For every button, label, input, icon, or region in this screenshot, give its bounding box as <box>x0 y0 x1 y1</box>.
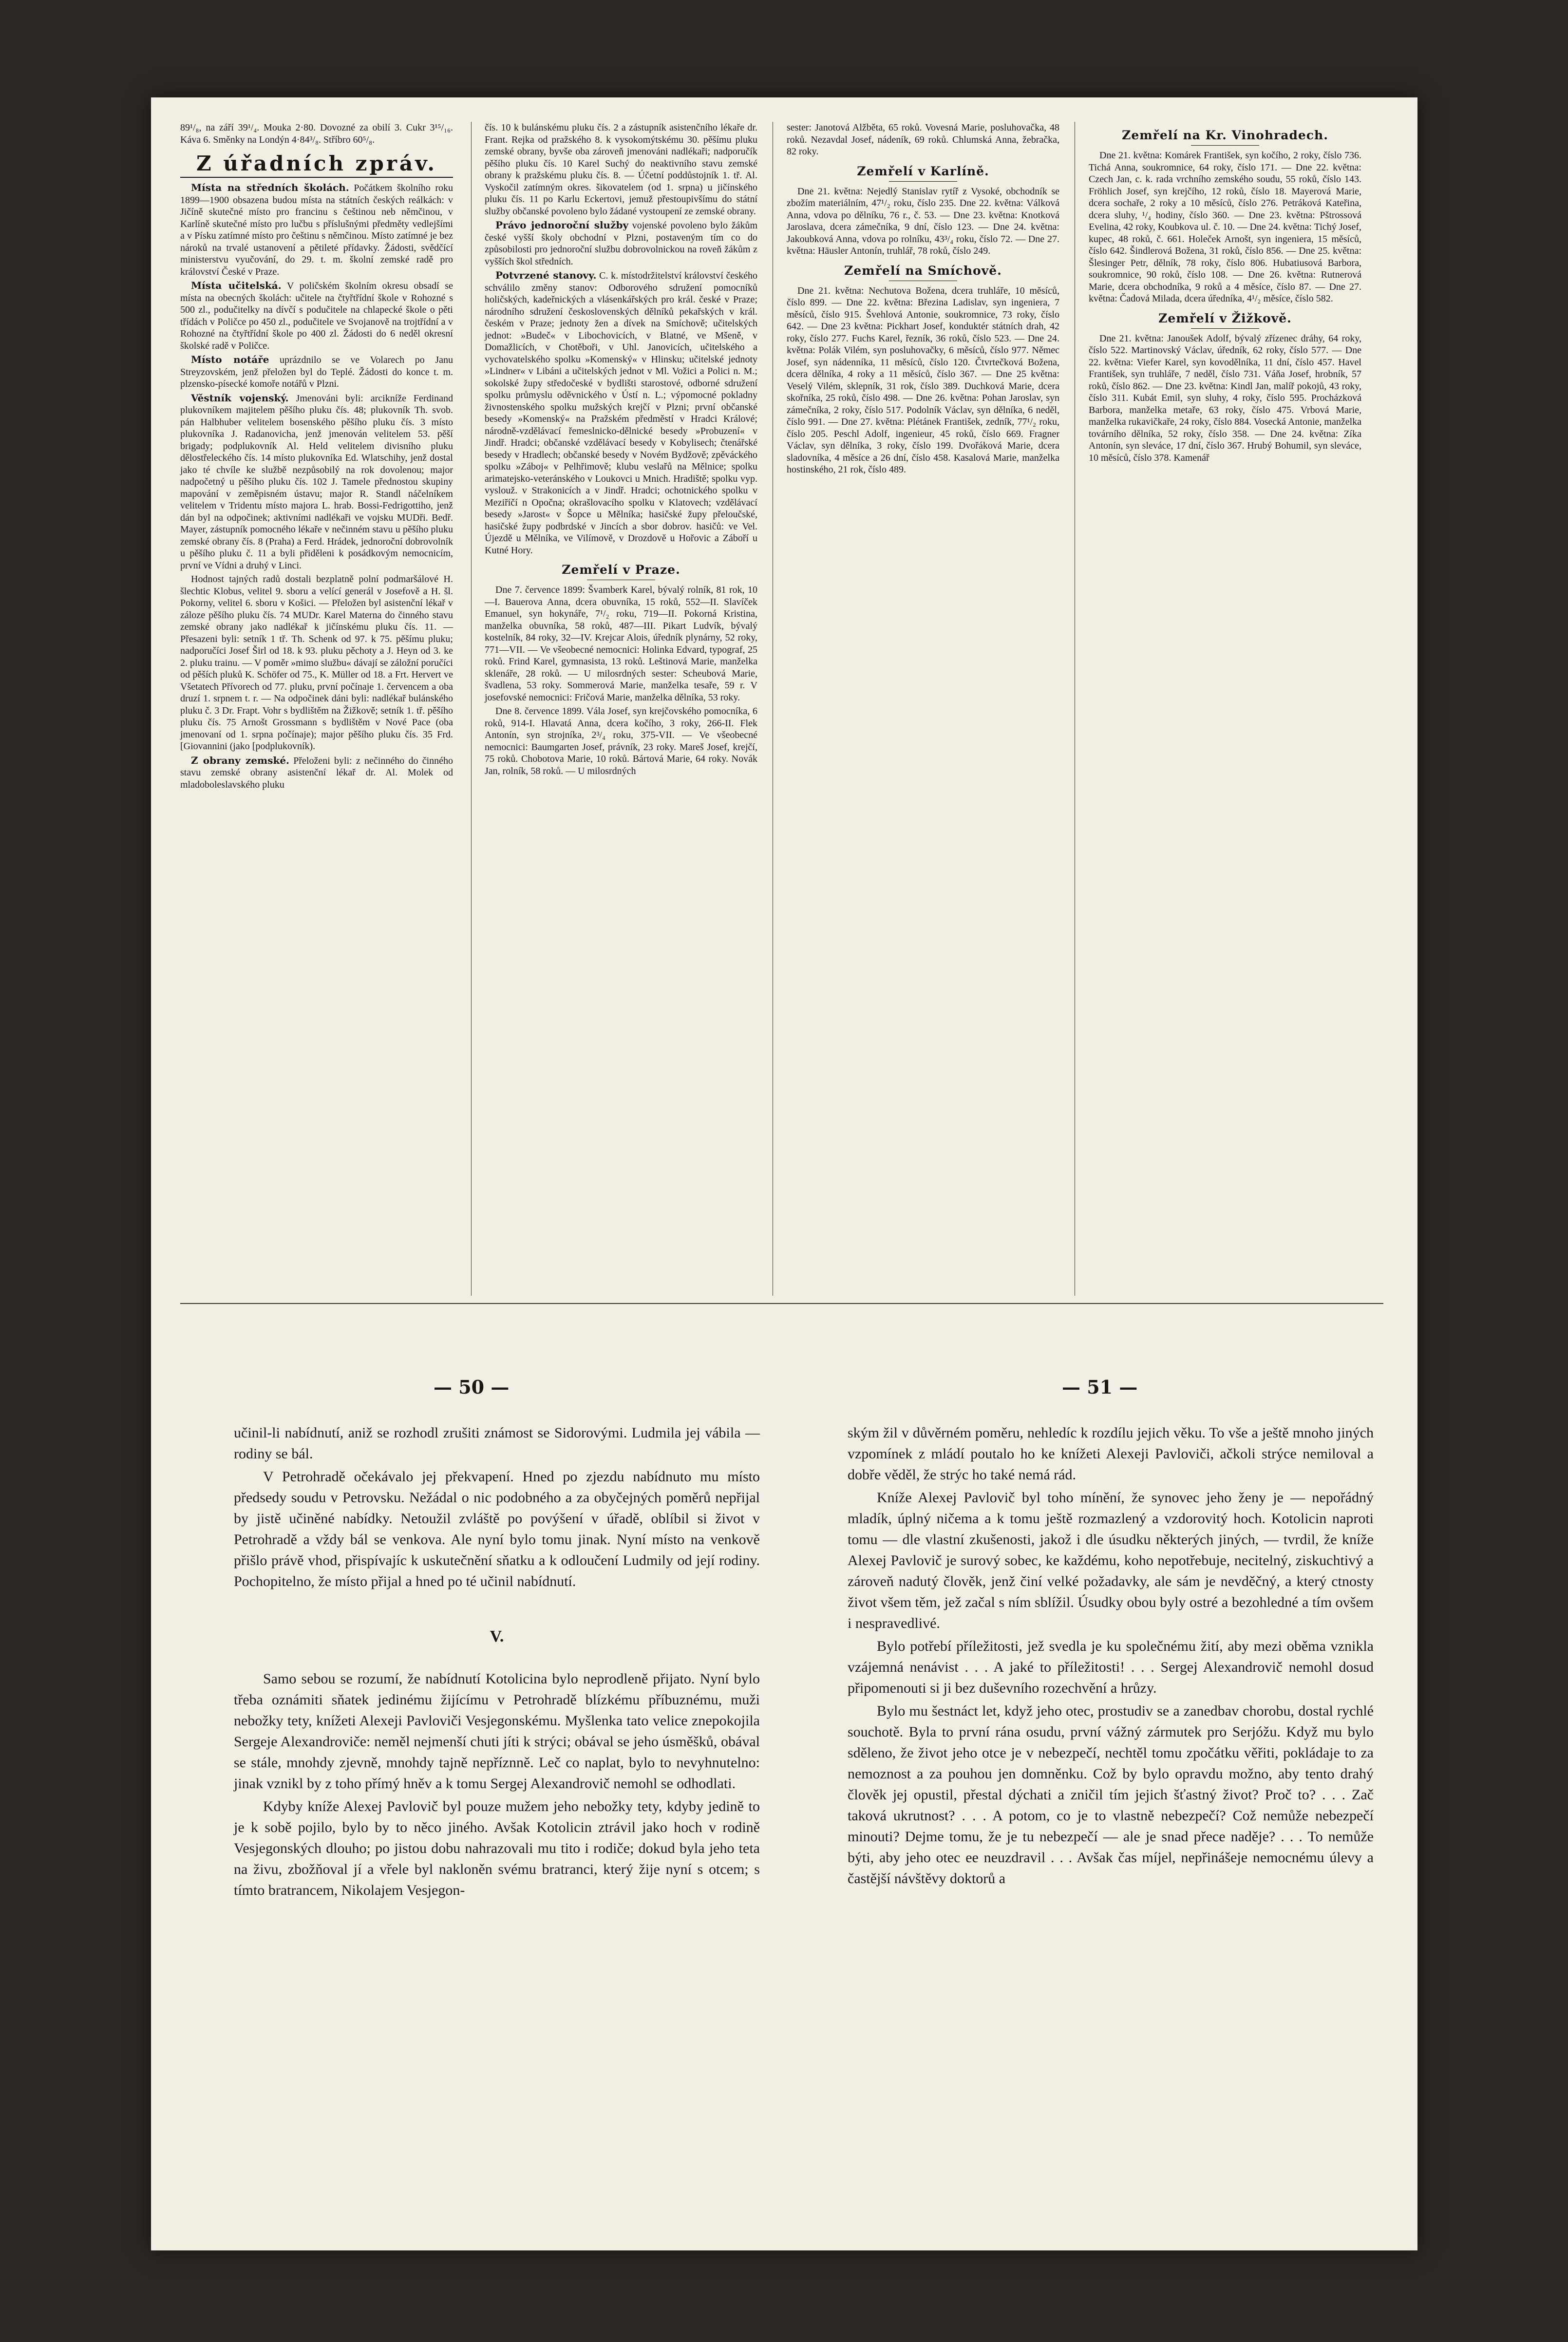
paragraph <box>485 219 757 267</box>
paragraph <box>485 269 757 556</box>
paragraph: Dne 8. července 1899. Vála Josef, syn krejčovského pomocníka, 6 roků, 914-I. Hlavatá Anna, dcera kočího, 3 roky, 266-II. Flek Antonín, syn strojníka, 2³/₄ roku, 375-VII. — Ve všeobecné nemocnici: Baumgarten Josef, právník, 23 roky. Mareš Josef, krejčí, 75 roků. Chobotova Marie, 10 roků. Bártová Marie, 64 roky. Novák Jan, rolník, 58 roků. — U milosrdných <box>485 706 757 776</box>
deaths-heading: Zemřelí v Praze. <box>485 562 757 580</box>
paragraph: Kdyby kníže Alexej Pavlovič byl pouze mužem jeho nebožky tety, kdyby jedině to je k sobě pojilo, bylo by to něco jiného. Avšak Kotolicin ztrávil jako hoch v rodině Vesjegonských dlouho; po jistou dobu nahrazovali mu tito i rodiče; dokud byla jeho teta na živu, zbožňoval jí a vřele byl nakloněn svému bratranci, který žije nyní s otcem; s tímto bratrancem, Nikolajem Vesjegon- <box>234 1798 760 1898</box>
paragraph-heading: Místa na středních školách. <box>191 182 349 193</box>
paragraph <box>180 280 453 352</box>
novel-right-column <box>848 1422 1374 1891</box>
column-divider <box>471 122 472 1296</box>
paragraph-body: Jmenováni byli: arcikníže Ferdinand plukovníkem majitelem pěšího pluku čís. 48; plukovník Th. svob. pán Halbhuber velitelem bosenského pěšího pluku čís. 3 místo plukovníka J. Radanovicha, jenž jmenován velitelem 53. pěší brigady; podplukovník Al. Held velitelem divisního pluku dělostřeleckého čís. 14 místo plukovníka Ed. Wlatschihy, jenž dostal jako té chvíle ke službě nezpůsobilý na rok dovolenou; major nadpočetný u pěšího pluku čís. 102 J. Tamele přednostou skupiny mapování v zeměpisném ústavu; major R. Standl náčelníkem velitelem v Tridentu místo majora L. hrab. Bossi-Fedrigottiho, jenž dán byl na odpočinek; aktivními nadlékaři ve vojsku MUDři. Bedř. Mayer, zástupník pomocného lékaře v nečinném stavu u pěšího pluku zemské obrany čís. 8 (Praha) a Ferd. Hrádek, jednoroční dobrovolník u pěšího pluku č. 11 a byli přiděleni k posádkovým nemocnicím, první ve Vídni a druhý v Linci. <box>180 393 453 571</box>
novel-left-column <box>234 1422 760 1903</box>
paragraph-body: C. k. místodržitelství království českého schválilo změny stanov: Odborového sdružení pomocníků holičských, kadeřnických a vlásenkářských pro král. české v Praze; národního sdružení československých dělníků pekařských v král. českém v Praze; jednoty žen a dívek na Smíchově; učitelských jednot: »Budeč« v Libochovicích, v Blatné, ve Mšeně, v Domažlicích, v Chotěboři, v Uhl. Janovicích, učitelského a vychovatelského spolku »Komenský« v Hlinsku; učitelské jednoty »Lindner« v Libáni a učitelských jednot v Ml. Vožici a Polici n. M.; sokolské župy středočeské v bydlišti starostové, odborné sdružení spolku průmyslu oděvnického v Ústí n. L.; výpomocné pokladny živnostenského spolku mužských krejčí v Plzni; první občanské besedy »Komenský« na Pražském předměstí v Hradci Králové; národně-vzdělávací řemeslnicko-dělnické besedy »Probuzení« v Jindř. Hradci; občanské vzdělávací besedy v Kobylisech; čtenářské besedy v Hradlech; občanské besedy v Novém Bydžově; zpěváckého spolku »Záboj« v Pelhřimově; klubu veslařů na Mělnice; spolku arimatejsko-veteránského v Loukovci u Mnich. Hradiště; spolku vyp. vyslouž. v Strakonicích a v Jindř. Hradci; ochotnického spolku v Meziříčí n Opočna; okrašlovacího spolku v Klatovech; vzdělávací besedy »Jarost« v Šopce u Mělníka; hasičské župy přeloučské, hasičské župy podbrdské v Jincích a sbor dobrov. hasičů: ve Vel. Újezdě u Mělníka, ve Vilímově, v Drozdově u Hořovic a Záboří u Kutné Hory. <box>485 270 757 556</box>
paragraph-body: vojenské povoleno bylo žákům české vyšší školy obchodní v Plzni, postaveným tím co do způsobilosti pro jednoroční službu dobrovolnickou na roveň žákům z vyšších škol středních. <box>485 220 758 267</box>
paragraph: sester: Janotová Alžběta, 65 roků. Vovesná Marie, posluhovačka, 48 roků. Nezavdal Josef, nádeník, 69 roků. Chlumská Anna, žebračka, 82 roky. <box>787 122 1059 157</box>
paragraph: Kníže Alexej Pavlovič byl toho mínění, že synovec jeho ženy je — nepořádný mladík, úplný ničema a k tomu ještě rozmazlený a vzdorovitý hoch. Kotolicin naproti tomu — dle vlastní zkušenosti, jakož i dle úsudku některých jiných, — tvrdil, že kníže Alexej Pavlovič je surový sobec, ke každému, koho nepotřebuje, necitelný, ziskuchtivý a zároveň nadutý člověk, jenž činí velké požadavky, ale sám je nevděčný, a který ctnosty život všem těm, jež začal s ním sblížil. Úsudky obou byly ostré a bezohledné a tím ovšem i nespravedlivé. <box>848 1490 1374 1631</box>
column-4 <box>1089 122 1361 466</box>
paragraph-heading: Potvrzené stanovy. <box>495 269 597 281</box>
section-divider <box>180 1303 1383 1304</box>
paragraph: V Petrohradě očekávalo jej překvapení. Hned po zjezdu nabídnuto mu místo předsedy soudu v Petrovsku. Nežádal o nic podobného a za obyčejných poměrů nepřijal by jistě učiněné nabídky. Netoužil zvláště po povýšení v úřadě, oblíbil si život v Petrohradě a vždy bál se venkova. Ale nyní bylo tomu jinak. Nyní místo na venkově přišlo právě vhod, přispívajíc k uskutečnění sňatku a k odloučení Ludmily od její rodiny. Pochopitelno, že místo přijal a hned po té učinil nabídnutí. <box>234 1469 760 1589</box>
paragraph: Hodnost tajných radů dostali bezplatně polní podmaršálové H. šlechtic Klobus, velitel 9. sboru a velící generál v Josefově a H. šl. Pokorny, velitel 6. sboru v Košici. — Přeložen byl asistenční lékař v záloze pěšího pluku čís. 74 MUDr. Karel Materna do činného stavu zemské obrany jako nadlékař k jičínskému pluku čís. 11. — Přesazeni byli: setník 1 tř. Th. Schenk od 97. k 75. pěšímu pluku; nadporučíci Josef Širl od 18. k 93. pluku pěchoty a J. Heyn od 3. ke 2. pluku trainu. — V poměr »mimo službu« dávají se záložní poručíci od pěších pluků K. Schöfer od 75., K. Müller od 18. a Frt. Hervert ve Všetatech Přívorech od 77. pluku, první počínaje 1. červencem a oba druzí 1. srpnem t. r. — Na odpočinek dáni byli: nadlékař bulánského pluku č. 3 Dr. Frapt. Vohr s bydlištěm na Žižkově; setník 1. tř. pěšího pluku čís. 75 Arnošt Grossmann s bydlištěm v Nové Pace (oba jmenovaní od 1. srpna počínaje); major pěšího pluku čís. 35 Frd. [Giovannini (jako [podplukovník). <box>180 574 453 752</box>
paragraph-body: Počátkem školního roku 1899—1900 obsazena budou místa na státních českých reálkách: v Jičíně skutečné místo pro francinu s češtinou neb němčinou, v Karlíně skutečné místo pro lučbu s příslušnými předměty vedlejšími a v Písku zatímné místo pro češtinu s němčinou. Místo zatímné je bez nároků na trvalé ustanovení a pětileté přídavky. Žádosti, svědčící ministerstvu vyučování, do 29. t. m. školní zemské radě pro království České v Praze. <box>180 183 453 277</box>
deaths-heading: Zemřelí v Karlíně. <box>787 164 1059 182</box>
column-2 <box>485 122 757 779</box>
column-3 <box>787 122 1059 478</box>
paragraph: Bylo mu šestnáct let, když jeho otec, prostudiv se a zanedbav chorobu, dostal rychlé souchotě. Byla to první rána osudu, první vážný zármutek pro Serjóžu. Když mu bylo sděleno, že život jeho otce je v nebezpečí, nechtěl tomu zpočátku věřiti, pokládaje to za nemoznost a za pouhou jen domněnku. Což by bylo opravdu možno, aby tento drahý člověk jej opustil, přestal dýchati a zničil tím jejich šťastný život? Proč to? . . . Zač taková ukrutnost? . . . A potom, co je to vlastně nebezpečí? Což nemůže nebezpečí minouti? Dejme tomu, že je tu nebezpečí — ale je snad přece naděje? . . . To nemůže býti, aby jeho otec ee neuzdravil . . . Avšak čas míjel, nepřinášeje nemocnému úlevy a častější návštěvy doktorů a <box>848 1703 1374 1887</box>
paragraph <box>180 755 453 791</box>
paragraph-heading: Věstník vojenský. <box>191 392 289 404</box>
paragraph: čís. 10 k bulánskému pluku čís. 2 a zástupník asistenčního lékaře dr. Frant. Rejka od pražského 8. k vysokomýtskému 30. pěšímu pluku zemské obrany, byvše oba zároveň jmenováni nadlékaři; nadporučík pěšího pluku čís. 10 Karel Suchý do neaktivního stavu zemské obrany k pražskému pluku čís. 8. — Účetní poddůstojník 1. tř. Al. Vyskočil zatímným okres. šikovatelem (od 1. srpna) u jičínského pluku čís. 11 po Karlu Eckertovi, jemuž přestoupivšímu do státní služby občanské povoleno bylo žádané vystoupení ze zemské obrany. <box>485 122 757 217</box>
page-number-left: — 50 — <box>434 1376 510 1398</box>
paragraph-heading: Z obrany zemské. <box>191 754 290 766</box>
paragraph-body: Přeloženi byli: z nečinného do činného stavu zemské obrany asistenční lékař dr. Al. Molek od mladoboleslavského pluku <box>180 755 453 790</box>
paragraph: učinil-li nabídnutí, aniž se rozhodl zrušiti známost se Sidorovými. Ludmila jej vábila — rodiny se bál. <box>234 1425 760 1462</box>
paragraph <box>180 182 453 278</box>
paragraph-body: V poličském školním okresu obsadí se místa na obecných školách: učitele na čtyřtřídní škole v Rohozné s 500 zl., podučitelky na dívčí s podučitele na chlapecké škole o pěti třídách v Poličce po 450 zl., podučitele ve Svojanově na trojtřídní a v Rohozné na čtyřtřídní škole po 400 zl. Žádosti do 6 neděl okresní školské radě v Poličce. <box>180 281 453 351</box>
paragraph: ským žil v důvěrném poměru, nehledíc k rozdílu jejich věku. To vše a ještě mnoho jiných vzpomínek z mládí poutalo ho ke knížeti Alexeji Pavloviči, ačkoli strýce nemiloval a dobře věděl, že strýc ho také nemá rád. <box>848 1425 1374 1483</box>
paragraph: Dne 21. května: Nechutova Božena, dcera truhláře, 10 měsíců, číslo 899. — Dne 22. května: Březina Ladislav, syn ingeniera, 7 měsíců, číslo 915. Švehlová Antonie, soukromnice, 73 roky, číslo 642. — Dne 23 května: Pickhart Josef, konduktér státních drah, 42 roky, číslo 277. Fuchs Karel, řezník, 36 roků, číslo 523. — Dne 24. května: Polák Vilém, syn posluhovačky, 6 měsíců, číslo 977. Němec Josef, syn nádenníka, 11 měsíců, číslo 120. Čtvrtečková Božena, dcera dělníka, 4 roky a 11 měsíců, číslo 367. — Dne 25 května: Veselý Vilém, sklepník, 31 rok, číslo 389. Duchková Marie, dcera skořníka, 25 roků, číslo 498. — Dne 26. května: Pohan Jaroslav, syn zámečníka, 2 roky, číslo 517. Podolník Václav, syn dělníka, 6 neděl, číslo 991. — Dne 27. května: Plétánek František, zedník, 77¹/₂ roku, číslo 205. Peschl Adolf, ingenieur, 45 roků, číslo 669. Fragner Václav, syn dělníka, 3 roky, číslo 199. Dvořáková Marie, dcera sladovníka, 4 měsíce a 26 dní, číslo 458. Kasalová Marie, manželka hostinského, 21 rok, číslo 489. <box>787 285 1059 475</box>
paragraph: Bylo potřebí příležitosti, jež svedla je ku společnému žití, aby mezi oběma vznikla vzájemná nenávist . . . A jaké to příležitosti! . . . Sergej Alexandrovič nemohl dosud připomenouti si ji bez duševního rozechvění a hrůzy. <box>848 1638 1374 1696</box>
paragraph <box>180 354 453 390</box>
deaths-heading: Zemřelí na Kr. Vinohradech. <box>1089 128 1361 146</box>
upper-columns <box>180 122 1383 1296</box>
paragraph: Dne 7. července 1899: Švamberk Karel, bývalý rolník, 81 rok, 10—I. Bauerova Anna, dcera obuvníka, 15 roků, 552—II. Slavíček Emanuel, syn hokynáře, 7¹/₂ roku, 719—II. Pokorná Kristina, manželka obuvníka, 58 roků, 487—III. Pikart Ludvík, bývalý kostelník, 84 roky, 32—IV. Krejcar Alois, úředník plynárny, 52 roky, 771—VII. — Ve všeobecné nemocnici: Holinka Edvard, typograf, 25 roků. Frind Karel, gymnasista, 13 roků. Leštinová Marie, manželka sklenáře, 28 roků. — U milosrdných sester: Scheubová Marie, švadlena, 53 roky. Sommerová Marie, manželka tesaře, 59 r. V josefovské nemocnici: Fričová Marie, manželka dělníka, 53 roky. <box>485 585 757 703</box>
market-report: 89¹/₈, na září 39¹/₄. Mouka 2·80. Dovozné za obilí 3. Cukr 3¹⁵/₁₆. Káva 6. Směnky na Londýn 4·84³/₈. Stříbro 60⁵/₈. <box>180 122 453 145</box>
paragraph <box>180 392 453 572</box>
section-title: Z úřadních zpráv. <box>180 151 453 178</box>
column-1 <box>180 122 453 793</box>
paragraph: Dne 21. května: Nejedlý Stanislav rytíř z Vysoké, obchodník se zbožím materiálním, 47¹/₂ roku, číslo 235. Dne 22. května: Válková Anna, vdova po dělníku, 76 r., č. 53. — Dne 23. května: Knotková Jaroslava, dcera zámečníka, 9 dní, číslo 123. — Dne 24. května: Jakoubková Anna, vdova po rolníku, 43³/₄ roku, číslo 72. — Dne 27. května: Häusler Antonín, truhlář, 78 roků, číslo 249. <box>787 186 1059 256</box>
page-number-right: — 51 — <box>1062 1376 1138 1398</box>
paragraph: Samo sebou se rozumí, že nabídnutí Kotolicina bylo neprodleně přijato. Nyní bylo třeba oznámiti sňatek jedinému žijícímu v Petrohradě blízkému příbuznému, muži nebožky tety, knížeti Alexeji Pavloviči Vesjegonskému. Myšlenka tato velice znepokojila Sergeje Alexandroviče: neměl nejmenší chuti jíti k strýci; obával se jeho úsměšků, obával se stále, mnohdy zjevně, mnohdy tajně nepříznně. Leč co naplat, bylo to nevyhnutelno: jinak vznikl by z toho přímý hněv a k tomu Sergej Alexandrovič nemohl se odhodlati. <box>234 1671 760 1792</box>
paragraph-heading: Právo jednoroční služby <box>495 219 629 231</box>
deaths-heading: Zemřelí v Žižkově. <box>1089 311 1361 329</box>
newspaper-page <box>151 97 1417 2250</box>
paragraph: Dne 21. května: Janoušek Adolf, bývalý zřízenec dráhy, 64 roky, číslo 522. Martinovský Václav, úředník, 62 roky, číslo 577. — Dne 22. května: Viefer Karel, syn kovodělníka, 11 dní, číslo 457. Havel František, syn truhláře, 7 neděl, číslo 731. Váňa Josef, hrobník, 57 roků, číslo 862. — Dne 23. května: Kindl Jan, malíř pokojů, 43 roky, číslo 311. Kubát Emil, syn sluhy, 4 roky, číslo 595. Procházková Barbora, manželka metaře, 63 roky, číslo 475. Vrbová Marie, manželka rukavičkaře, 24 roky, číslo 884. Vosecká Antonie, manželka továrního dělníka, 52 roky, číslo 358. — Dne 24. května: Zíka Antonín, syn sleváce, 17 dní, číslo 367. Hrubý Bohumil, syn sleváce, 10 měsíců, číslo 378. Kamenář <box>1089 333 1362 463</box>
paragraph-heading: Místa učitelská. <box>191 280 282 291</box>
paragraph-heading: Místo notáře <box>191 354 269 365</box>
deaths-heading: Zemřelí na Smíchově. <box>787 263 1059 281</box>
paragraph: Dne 21. května: Komárek František, syn kočího, 2 roky, číslo 736. Tichá Anna, soukromnice, 64 roky, číslo 171. — Dne 22. května: Czech Jan, c. k. rada vrchního zemského soudu, 55 roků, číslo 143. Fröhlich Josef, syn krejčího, 12 roků, číslo 18. Mayerová Marie, dcera sochaře, 2 roky a 10 měsíců, číslo 276. Petráková Kateřina, dcera sluhy, ¹/₄ hodiny, číslo 360. — Dne 23. května: Pštrossová Evelina, 42 roky, Koubkova ul. č. 10. — Dne 24. května: Tichý Josef, kupec, 48 roků, č. 661. Holeček Arnošt, syn ingeniera, 15 měsíců, číslo 642. Šindlerová Božena, 31 roků, číslo 856. — Dne 25. května: Šlesinger Petr, dělník, 78 roky, číslo 806. Hubatiusová Barbora, soukromnice, 90 roků, číslo 108. — Dne 26. května: Rutnerová Marie, dcera obchodníka, 9 roků a 4 měsíce, číslo 87. — Dne 27. května: Čadová Milada, dcera úředníka, 4¹/₂ měsíce, číslo 582. <box>1089 150 1361 304</box>
chapter-number: V. <box>490 1627 504 1645</box>
paragraph-body: uprázdnilo se ve Volarech po Janu Streyzovském, jenž přeložen byl do Teplé. Žádosti do konce t. m. plzensko-písecké komoře notářů v Plzni. <box>180 355 453 389</box>
